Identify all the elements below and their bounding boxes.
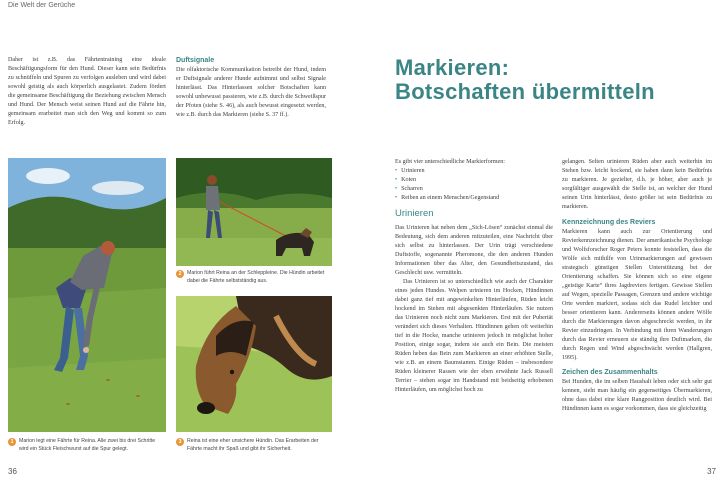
- caption-1-number: 1: [8, 438, 16, 446]
- title-line-1: Markieren:: [395, 55, 510, 80]
- photo-2-illustration: [176, 158, 332, 266]
- caption-1-text: Marion legt eine Fährte für Reina. Alle zwei bis drei Schritte wird ein Stück Fleischwurst auf die Spur gelegt.: [19, 438, 156, 452]
- urinieren-continued-paragraph: gelangen. Selten urinieren Rüden aber auch weiterhin im Stehen bzw. leicht hockend, sie haben dann kein Bedürfnis zu markieren. Je gezielter, d.h. je höher, aber auch je sorgfältiger ausgewählt die Stelle ist, an welcher der Hund seinen Urin hinterlässt, desto größer ist sein Bedürfnis zu markieren.: [562, 159, 712, 210]
- caption-3: [176, 438, 332, 453]
- list-item: • Scharren: [395, 185, 553, 194]
- chapter-title: [395, 56, 695, 104]
- zusammenhalt-heading: Zeichen des Zusammenhalts: [562, 369, 658, 376]
- markierformen-intro: Es gibt vier unterschiedliche Markierformen:: [395, 159, 505, 165]
- right-column-2: [562, 158, 712, 414]
- urinieren-heading: Urinieren: [395, 208, 434, 219]
- list-item: • Reiben an einem Menschen/Gegenstand: [395, 194, 553, 203]
- page-number-right: 37: [707, 467, 716, 476]
- markierformen-list: [395, 167, 553, 203]
- fahrtentraining-paragraph: Daher ist z.B. das Fährtentraining eine ideale Beschäftigungsform für den Hund. Dieser kann sein Bedürfnis zu schnüffeln und Spuren zu verfolgen ausleben und wird dabei sowohl geistig als auch körperlich ausgelastet. Zudem fördert die gemeinsame Beschäftigung die Beziehung zwischen Mensch und Hund. Der Mensch weist seinen Hund auf die Fährte hin, gemeinsam erarbeitet man sich den Weg und kommt so zum Erfolg.: [8, 57, 166, 126]
- woman-leading-dog-photo: [176, 158, 332, 266]
- right-page: [360, 0, 720, 482]
- caption-3-text: Reina ist eine eher unsichere Hündin. Das Erarbeiten der Fährte macht ihr Spaß und gibt ihr Sicherheit.: [187, 438, 319, 452]
- zusammenhalt-paragraph: Bei Hunden, die im selben Haushalt leben oder sich sehr gut kennen, sieht man häufig ein gegenseitiges Übermarkieren, ohne dass dabei eine klare Rangposition deutlich wird. Bei Hündinnen kann es sogar vorkommen, dass sie gleichzeitig: [562, 379, 712, 412]
- dog-sniffing-ground-photo: [176, 296, 332, 432]
- left-column-text: [8, 56, 166, 128]
- caption-2: [176, 270, 332, 285]
- right-column-1: [395, 158, 553, 395]
- caption-1: [8, 438, 168, 453]
- duftsignale-heading: Duftsignale: [176, 57, 215, 64]
- photo-3-illustration: [176, 296, 332, 432]
- page-number-left: 36: [8, 467, 17, 476]
- urinieren-paragraph-1: Das Urinieren hat neben dem „Sich-Lösen“ zunächst einmal die Bedeutung, sich dem anderen mitzuteilen, eine Nachricht über sich selbst zu hinterlassen. Der Urin trägt verschiedene Duftstoffe, sogenannte Pheromone, die den anderen Hunden Informationen über das Alter, den Gesundheitszustand, das Geschlecht usw. vermitteln.: [395, 225, 553, 276]
- caption-3-number: 3: [176, 438, 184, 446]
- caption-2-text: Marion führt Reina an der Schleppleine. Die Hündin arbeitet dabei die Fährte selbstständig aus.: [187, 270, 325, 284]
- revier-heading: Kennzeichnung des Reviers: [562, 219, 656, 226]
- running-header: Die Welt der Gerüche: [8, 2, 76, 9]
- urinieren-paragraph-2: Das Urinieren ist so unterschiedlich wie auch der Charakter eines jeden Hundes. Welpen urinieren im Hocken, Hündinnen dabei ganz tief mit angewinkelten Hinterläufen, Rüden leicht hockend im Stehen mit abgesenkten Hinterläufen. Sie nutzen das Urinieren noch nicht zum Markieren. Erst mit der Pubertät verändert sich dieses Verhalten. Hündinnen gehen oft weiterhin tief in die Hocke, manche urinieren jedoch in möglichst hoher Position, einige sogar, indem sie auch ein Bein. Die meisten Rüden heben das Bein zum Markieren an einer erhöhten Stelle, wie z.B. an einem Baumstamm. Einige Rüden – insbesondere Rüden kleinerer Rassen wie der eben erwähnte Jack Russell Terrier – stehen sogar im Handstand mit beidseitig erhobenen Hinterläufen, um möglichst hoch zu: [395, 279, 553, 393]
- list-item: • Koten: [395, 176, 553, 185]
- revier-paragraph: Markieren kann auch zur Orientierung und Revierkennzeichnung dienen. Der amerikanische Psychologe und Wolfsforscher Roger Peters konnte feststellen, dass die Wölfe sich mithilfe von Urinmarkierungen auf gewissen strategisch günstigen Stellen Unterstützung bei der Orientierung schaffen. Sie können sich so eine eigene „geistige Karte“ ihres Jagdreviers fertigen. Gewisse Stellen auf Wegen, spezielle Passagen, Grenzen und andere wichtige Orte werden markiert, sodass sich das Rudel leichter und besser orientieren kann. Andererseits können andere Wölfe durch die Markierungen davon abgeschreckt werden, in ihr Revier einzudringen. In Verbindung mit ihren Wanderungen durch das Revier erneuern sie ständig ihre Duftmarken, die durch Regen und Wind abgeschwächt werden (Hallgren, 1995).: [562, 229, 712, 361]
- duftsignale-paragraph: Die olfaktorische Kommunikation betreibt der Hund, indem er Duftsignale anderer Hunde aufnimmt und selbst Signale hinterlässt. Das Hinterlassen solcher Botschaften kann sowohl unbewusst passieren, wie z.B. durch die Schweißspur der Pfoten (siehe S. 46), als auch bewusst eingesetzt werden, wie z.B. durch das Markieren (siehe S. 37 ff.).: [176, 67, 326, 118]
- list-item: • Urinieren: [395, 167, 553, 176]
- woman-laying-track-photo: [8, 158, 166, 432]
- duftsignale-section: [176, 56, 326, 120]
- photo-1-illustration: [8, 158, 166, 432]
- title-line-2: Botschaften übermitteln: [395, 79, 655, 104]
- caption-2-number: 2: [176, 270, 184, 278]
